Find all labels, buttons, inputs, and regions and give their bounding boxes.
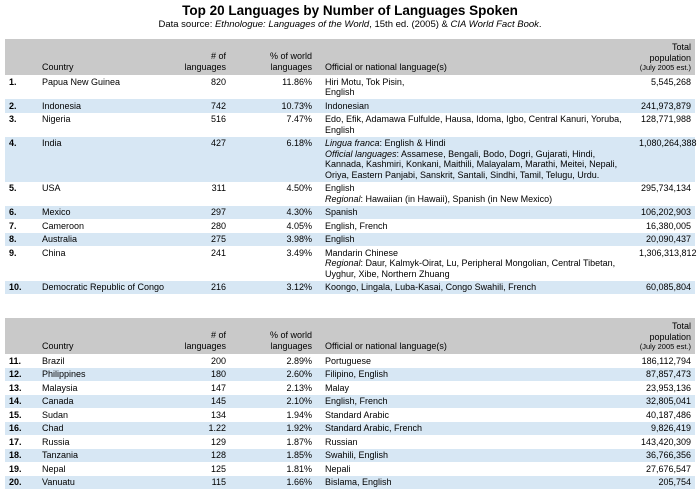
cell-pct-world: 7.47% bbox=[229, 113, 315, 137]
cell-rank: 9. bbox=[5, 246, 39, 281]
cell-country: Vanuatu bbox=[39, 476, 171, 489]
cell-rank: 2. bbox=[5, 99, 39, 113]
table-row bbox=[5, 99, 695, 113]
cell-population: 60,085,804 bbox=[636, 281, 695, 295]
column-header-rank bbox=[5, 39, 39, 75]
cell-country: Cameroon bbox=[39, 219, 171, 233]
cell-languages bbox=[315, 233, 636, 247]
cell-languages bbox=[315, 368, 636, 382]
cell-population: 128,771,988 bbox=[636, 113, 695, 137]
cell-population: 1,306,313,812 bbox=[636, 246, 695, 281]
cell-num-languages: 297 bbox=[171, 206, 229, 220]
cell-num-languages: 128 bbox=[171, 449, 229, 463]
cell-pct-world: 1.66% bbox=[229, 476, 315, 489]
column-header-pct-world: % of world languages bbox=[229, 318, 315, 354]
column-header-population: Total population (July 2005 est.) bbox=[636, 318, 695, 354]
cell-rank: 18. bbox=[5, 449, 39, 463]
languages-table-bottom bbox=[5, 318, 695, 489]
language-line: Edo, Efik, Adamawa Fulfulde, Hausa, Idoma, Igbo, Central Kanuri, Yoruba, English bbox=[325, 114, 633, 135]
header-row bbox=[5, 318, 695, 354]
cell-rank: 13. bbox=[5, 381, 39, 395]
cell-pct-world: 1.85% bbox=[229, 449, 315, 463]
language-line: Standard Arabic bbox=[325, 410, 633, 421]
column-header-population: Total population (July 2005 est.) bbox=[636, 39, 695, 75]
cell-country: Tanzania bbox=[39, 449, 171, 463]
language-line: Russian bbox=[325, 437, 633, 448]
cell-rank: 7. bbox=[5, 219, 39, 233]
data-source-segment: , 15th ed. (2005) & bbox=[369, 19, 450, 30]
column-header-sub: (July 2005 est.) bbox=[639, 342, 691, 351]
cell-pct-world: 3.49% bbox=[229, 246, 315, 281]
cell-population: 32,805,041 bbox=[636, 395, 695, 409]
cell-num-languages: 200 bbox=[171, 354, 229, 368]
cell-num-languages: 516 bbox=[171, 113, 229, 137]
cell-population: 20,090,437 bbox=[636, 233, 695, 247]
language-line: Koongo, Lingala, Luba-Kasai, Congo Swahili, French bbox=[325, 282, 633, 293]
page-title: Top 20 Languages by Number of Languages Spoken bbox=[0, 3, 700, 19]
cell-rank: 15. bbox=[5, 408, 39, 422]
language-line: Bislama, English bbox=[325, 477, 633, 488]
language-line: English, French bbox=[325, 396, 633, 407]
cell-num-languages: 125 bbox=[171, 462, 229, 476]
language-line: Indonesian bbox=[325, 101, 633, 112]
cell-pct-world: 11.86% bbox=[229, 75, 315, 99]
cell-rank: 10. bbox=[5, 281, 39, 295]
language-line: Malay bbox=[325, 383, 633, 394]
cell-rank: 20. bbox=[5, 476, 39, 489]
table-row bbox=[5, 182, 695, 206]
cell-country: Indonesia bbox=[39, 99, 171, 113]
language-line: Lingua franca: English & Hindi bbox=[325, 138, 633, 149]
cell-num-languages: 311 bbox=[171, 182, 229, 206]
table-row bbox=[5, 368, 695, 382]
cell-num-languages: 216 bbox=[171, 281, 229, 295]
cell-population: 205,754 bbox=[636, 476, 695, 489]
table-row bbox=[5, 246, 695, 281]
cell-languages bbox=[315, 206, 636, 220]
language-line: Standard Arabic, French bbox=[325, 423, 633, 434]
data-source-segment: Ethnologue: Languages of the World bbox=[215, 19, 369, 30]
cell-languages bbox=[315, 99, 636, 113]
cell-population: 27,676,547 bbox=[636, 462, 695, 476]
cell-country: Mexico bbox=[39, 206, 171, 220]
cell-population: 36,766,356 bbox=[636, 449, 695, 463]
language-line: English, French bbox=[325, 221, 633, 232]
language-line: English bbox=[325, 87, 633, 98]
cell-country: Brazil bbox=[39, 354, 171, 368]
cell-pct-world: 1.94% bbox=[229, 408, 315, 422]
cell-languages bbox=[315, 381, 636, 395]
column-header-languages: Official or national language(s) bbox=[315, 318, 636, 354]
cell-population: 16,380,005 bbox=[636, 219, 695, 233]
data-source-note bbox=[0, 19, 700, 31]
cell-pct-world: 4.30% bbox=[229, 206, 315, 220]
cell-languages bbox=[315, 449, 636, 463]
cell-population: 241,973,879 bbox=[636, 99, 695, 113]
column-header-num-languages: # of languages bbox=[171, 39, 229, 75]
cell-num-languages: 134 bbox=[171, 408, 229, 422]
languages-table-top bbox=[5, 39, 695, 294]
cell-rank: 4. bbox=[5, 137, 39, 182]
cell-languages bbox=[315, 476, 636, 489]
cell-num-languages: 820 bbox=[171, 75, 229, 99]
data-source-segment: Data source: bbox=[158, 19, 215, 30]
table-row bbox=[5, 476, 695, 489]
cell-rank: 8. bbox=[5, 233, 39, 247]
cell-rank: 16. bbox=[5, 422, 39, 436]
language-line: Regional: Hawaiian (in Hawaii), Spanish (in New Mexico) bbox=[325, 194, 633, 205]
cell-country: Malaysia bbox=[39, 381, 171, 395]
cell-rank: 19. bbox=[5, 462, 39, 476]
cell-languages bbox=[315, 113, 636, 137]
cell-country: Sudan bbox=[39, 408, 171, 422]
cell-pct-world: 4.50% bbox=[229, 182, 315, 206]
table-row bbox=[5, 219, 695, 233]
language-line: Nepali bbox=[325, 464, 633, 475]
cell-country: Papua New Guinea bbox=[39, 75, 171, 99]
cell-num-languages: 427 bbox=[171, 137, 229, 182]
cell-rank: 12. bbox=[5, 368, 39, 382]
cell-pct-world: 6.18% bbox=[229, 137, 315, 182]
cell-rank: 5. bbox=[5, 182, 39, 206]
cell-rank: 1. bbox=[5, 75, 39, 99]
cell-languages bbox=[315, 137, 636, 182]
table-row bbox=[5, 281, 695, 295]
cell-country: India bbox=[39, 137, 171, 182]
cell-rank: 17. bbox=[5, 435, 39, 449]
table-row bbox=[5, 137, 695, 182]
table-row bbox=[5, 462, 695, 476]
cell-pct-world: 3.12% bbox=[229, 281, 315, 295]
table-row bbox=[5, 233, 695, 247]
column-header-sub: (July 2005 est.) bbox=[639, 63, 691, 72]
table-row bbox=[5, 113, 695, 137]
language-line: Hiri Motu, Tok Pisin, bbox=[325, 77, 633, 88]
data-source-segment: CIA World Fact Book bbox=[451, 19, 539, 30]
language-line: Spanish bbox=[325, 207, 633, 218]
cell-num-languages: 180 bbox=[171, 368, 229, 382]
cell-population: 9,826,419 bbox=[636, 422, 695, 436]
cell-country: USA bbox=[39, 182, 171, 206]
cell-country: Philippines bbox=[39, 368, 171, 382]
cell-num-languages: 742 bbox=[171, 99, 229, 113]
cell-pct-world: 4.05% bbox=[229, 219, 315, 233]
table-row bbox=[5, 354, 695, 368]
table-row bbox=[5, 408, 695, 422]
cell-population: 5,545,268 bbox=[636, 75, 695, 99]
table-row bbox=[5, 449, 695, 463]
cell-num-languages: 275 bbox=[171, 233, 229, 247]
cell-country: China bbox=[39, 246, 171, 281]
cell-pct-world: 2.60% bbox=[229, 368, 315, 382]
header-row bbox=[5, 39, 695, 75]
language-line: Portuguese bbox=[325, 356, 633, 367]
cell-rank: 3. bbox=[5, 113, 39, 137]
cell-country: Russia bbox=[39, 435, 171, 449]
cell-country: Australia bbox=[39, 233, 171, 247]
cell-pct-world: 2.89% bbox=[229, 354, 315, 368]
cell-num-languages: 1.22 bbox=[171, 422, 229, 436]
column-header-num-languages: # of languages bbox=[171, 318, 229, 354]
cell-population: 295,734,134 bbox=[636, 182, 695, 206]
cell-languages bbox=[315, 219, 636, 233]
cell-population: 186,112,794 bbox=[636, 354, 695, 368]
cell-languages bbox=[315, 435, 636, 449]
cell-population: 23,953,136 bbox=[636, 381, 695, 395]
cell-country: Nigeria bbox=[39, 113, 171, 137]
cell-pct-world: 1.87% bbox=[229, 435, 315, 449]
language-line: Regional: Daur, Kalmyk-Oirat, Lu, Peripheral Mongolian, Central Tibetan, Uyghur, Xibe, Northern Zhuang bbox=[325, 258, 633, 279]
cell-population: 1,080,264,388 bbox=[636, 137, 695, 182]
cell-languages bbox=[315, 354, 636, 368]
cell-pct-world: 2.10% bbox=[229, 395, 315, 409]
cell-languages bbox=[315, 75, 636, 99]
cell-rank: 11. bbox=[5, 354, 39, 368]
cell-languages bbox=[315, 422, 636, 436]
cell-country: Chad bbox=[39, 422, 171, 436]
cell-country: Canada bbox=[39, 395, 171, 409]
column-header-country: Country bbox=[39, 39, 171, 75]
cell-pct-world: 3.98% bbox=[229, 233, 315, 247]
cell-num-languages: 280 bbox=[171, 219, 229, 233]
cell-languages bbox=[315, 182, 636, 206]
column-header-languages: Official or national language(s) bbox=[315, 39, 636, 75]
cell-languages bbox=[315, 281, 636, 295]
cell-num-languages: 147 bbox=[171, 381, 229, 395]
language-line: English bbox=[325, 183, 633, 194]
cell-country: Nepal bbox=[39, 462, 171, 476]
cell-languages bbox=[315, 408, 636, 422]
cell-rank: 14. bbox=[5, 395, 39, 409]
table-row bbox=[5, 422, 695, 436]
table-row bbox=[5, 435, 695, 449]
data-source-segment: . bbox=[539, 19, 542, 30]
table-row bbox=[5, 75, 695, 99]
cell-population: 40,187,486 bbox=[636, 408, 695, 422]
cell-population: 87,857,473 bbox=[636, 368, 695, 382]
cell-languages bbox=[315, 246, 636, 281]
cell-num-languages: 241 bbox=[171, 246, 229, 281]
cell-rank: 6. bbox=[5, 206, 39, 220]
language-line: Mandarin Chinese bbox=[325, 248, 633, 259]
column-header-country: Country bbox=[39, 318, 171, 354]
cell-num-languages: 145 bbox=[171, 395, 229, 409]
language-line: Official languages: Assamese, Bengali, Bodo, Dogri, Gujarati, Hindi, Kannada, Kashmiri, Konkani, Maithili, Malayalam, Marathi, Meitei, Nepali, Oriya, Eastern Panjabi, Sanskrit, Santali, Sindhi, Tamil, Telugu, Urdu. bbox=[325, 149, 633, 181]
cell-pct-world: 1.92% bbox=[229, 422, 315, 436]
cell-population: 143,420,309 bbox=[636, 435, 695, 449]
cell-num-languages: 115 bbox=[171, 476, 229, 489]
cell-languages bbox=[315, 462, 636, 476]
table-row bbox=[5, 381, 695, 395]
cell-population: 106,202,903 bbox=[636, 206, 695, 220]
language-line: English bbox=[325, 234, 633, 245]
language-line: Swahili, English bbox=[325, 450, 633, 461]
cell-pct-world: 2.13% bbox=[229, 381, 315, 395]
cell-languages bbox=[315, 395, 636, 409]
cell-pct-world: 1.81% bbox=[229, 462, 315, 476]
table-row bbox=[5, 395, 695, 409]
cell-num-languages: 129 bbox=[171, 435, 229, 449]
cell-pct-world: 10.73% bbox=[229, 99, 315, 113]
column-header-rank bbox=[5, 318, 39, 354]
column-header-pct-world: % of world languages bbox=[229, 39, 315, 75]
cell-country: Democratic Republic of Congo bbox=[39, 281, 171, 295]
table-row bbox=[5, 206, 695, 220]
language-line: Filipino, English bbox=[325, 369, 633, 380]
